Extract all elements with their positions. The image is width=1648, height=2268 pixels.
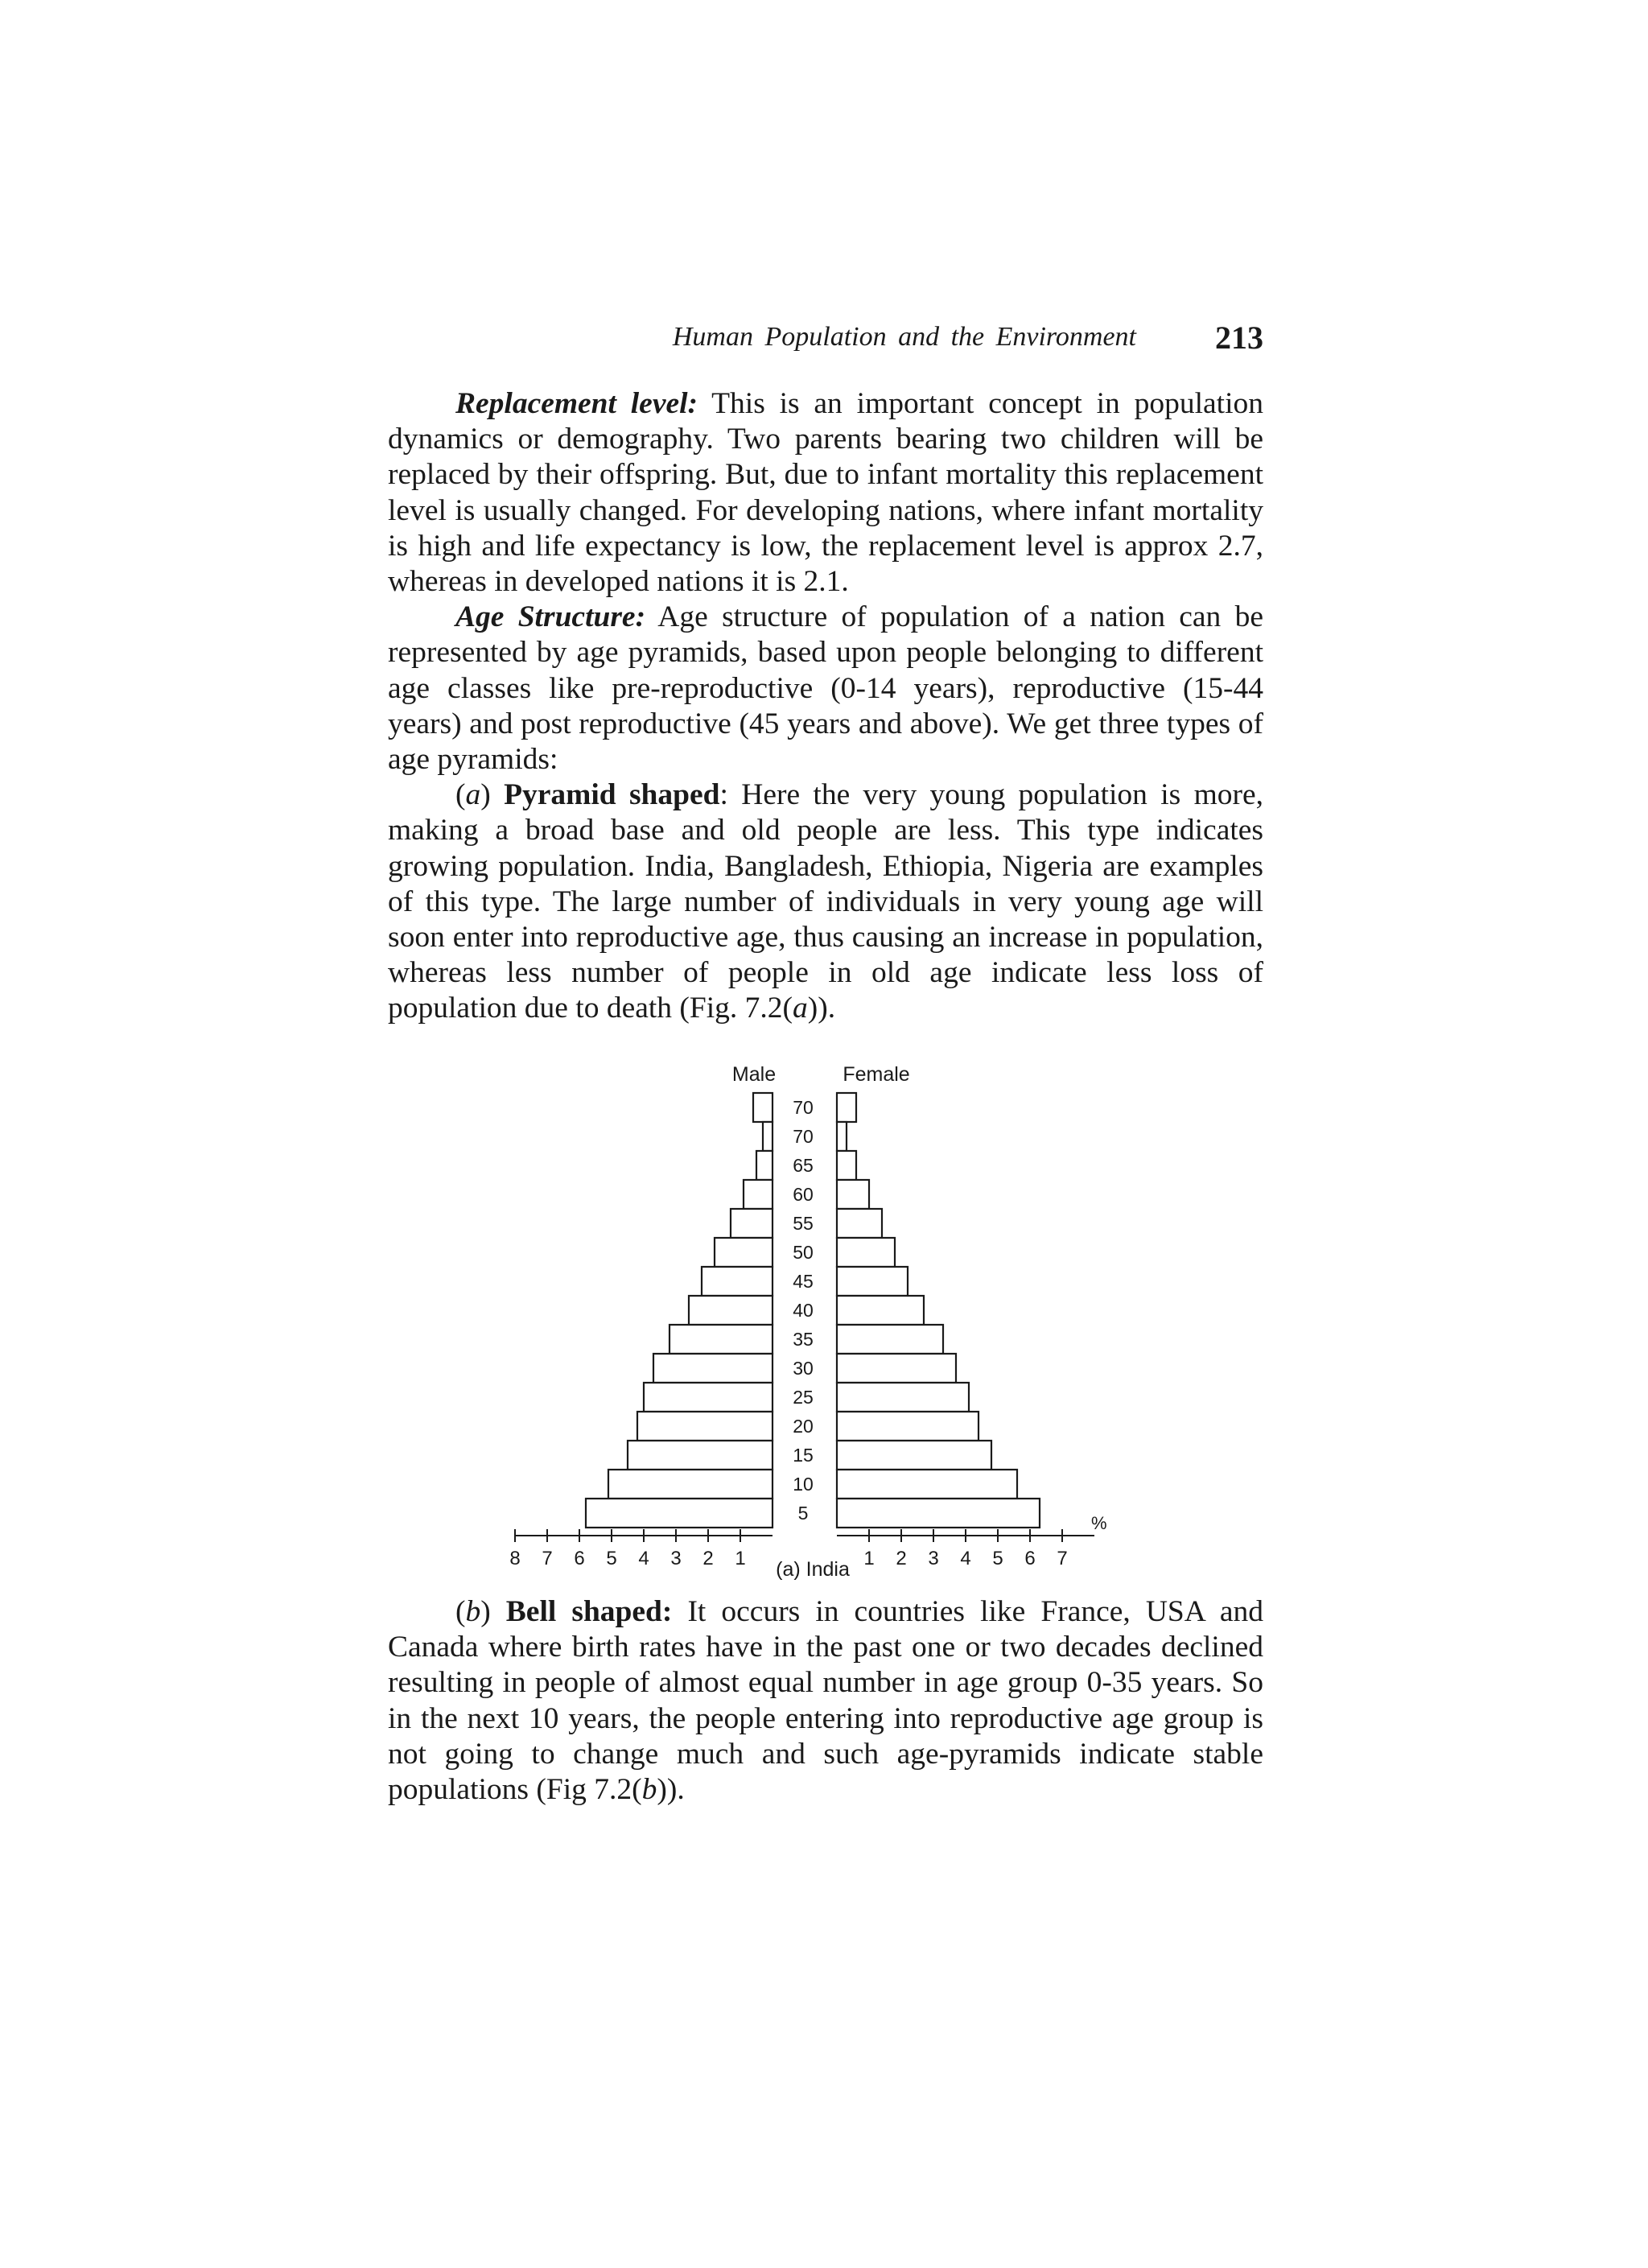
female-tick-label: 7 [1057,1548,1068,1569]
age-label: 20 [793,1416,814,1437]
page-number: 213 [1215,320,1263,356]
age-label: 30 [793,1358,814,1379]
male-tick-label: 4 [638,1548,649,1569]
page-header [388,319,1263,362]
male-bar [756,1151,772,1180]
female-bar [837,1180,869,1209]
age-label: 35 [793,1329,814,1350]
female-bar [837,1296,924,1325]
item-letter-a: a [465,778,481,812]
male-bar [586,1499,772,1528]
female-bar [837,1441,991,1470]
female-bar [837,1209,882,1238]
female-bar [837,1354,956,1383]
paragraph-bell-shaped [388,1594,1263,1808]
paren-open: ( [455,1595,466,1628]
fig-letter-a: a [793,992,808,1025]
age-label: 60 [793,1184,814,1205]
female-bar [837,1383,969,1412]
age-label: 55 [793,1213,814,1234]
male-bar [763,1122,772,1151]
term-bell-shaped: Bell shaped: [505,1595,673,1628]
male-tick-label: 7 [542,1548,553,1569]
female-bar [837,1499,1040,1528]
term-age-structure: Age Structure: [455,600,646,634]
female-tick-label: 4 [960,1548,971,1569]
unit-label: % [1091,1513,1107,1533]
running-title: Human Population and the Environment [672,322,1136,352]
female-bar [837,1325,943,1354]
female-tick-label: 2 [896,1548,907,1569]
paragraph-replacement-level [388,386,1263,600]
male-bar [670,1325,772,1354]
male-tick-label: 5 [606,1548,617,1569]
female-tick-label: 6 [1024,1548,1036,1569]
term-replacement-level: Replacement level: [455,387,698,420]
fig-letter-b: b [641,1773,657,1807]
male-tick-label: 6 [574,1548,585,1569]
male-bar [644,1383,772,1412]
male-tick-label: 8 [509,1548,521,1569]
age-structure-text: Age structure of population of a nation can be represented by age pyramids, based upon people belonging to different age classes like pre-reproductive (0-14 years), reproductive (15-44 years) and post reproductive (45 years and above). We get three types of age pyramids: [388,600,1263,777]
age-label: 5 [797,1503,809,1524]
age-label: 40 [793,1300,814,1321]
age-label: 70 [793,1097,814,1118]
replacement-text: This is an important concept in population dynamics or demography. Two parents bearing two children will be replaced by their offspring. But, due to infant mortality this replacement level is usually changed. For developing nations, where infant mortality is high and life expectancy is low, the replacement level is approx 2.7, whereas in developed nations it is 2.1. [388,387,1263,599]
female-label: Female [843,1063,910,1086]
chart-caption: (a) India [776,1558,850,1581]
age-label: 10 [793,1474,814,1495]
age-label: 70 [793,1126,814,1147]
age-label: 50 [793,1242,814,1263]
male-bar [653,1354,772,1383]
paren-open: ( [455,778,466,812]
male-bar [689,1296,772,1325]
age-label: 45 [793,1271,814,1292]
bell-shaped-text: It occurs in countries like France, USA and Canada where birth rates have in the past one or two decades declined resulting in people of almost equal number in age group 0-35 years. So in the next 10 years, the people entering into reproductive age group is not going to change much and such age-pyramids indicate stable populations (Fig 7.2( [388,1595,1263,1807]
male-bar [744,1180,772,1209]
item-letter-b: b [465,1595,481,1628]
female-bar [837,1093,856,1122]
male-label: Male [731,1063,777,1086]
male-bar [702,1267,772,1296]
female-bar [837,1267,908,1296]
male-bar [715,1238,772,1267]
female-bar [837,1151,856,1180]
term-pyramid-shaped: Pyramid shaped [504,778,720,812]
text-block-top [388,386,1263,1027]
pyramid-shaped-text: : Here the very young population is more, making a broad base and old people are less. This type indicates growing population. India, Bangladesh, Ethiopia, Nigeria are examples of this type. The large number of individuals in very young age will soon enter into reproductive age, thus causing an increase in population, whereas less number of people in old age indicate less loss of population due to death (Fig. 7.2( [388,778,1263,1025]
fig-ref-close: )). [807,992,836,1025]
female-bar [837,1238,895,1267]
male-tick-label: 3 [670,1548,682,1569]
male-bar [731,1209,772,1238]
male-tick-label: 2 [702,1548,714,1569]
text-block-bottom [388,1594,1263,1808]
male-bar [637,1412,772,1441]
paren-close: ) [480,1595,506,1628]
female-bar [837,1412,978,1441]
female-bar [837,1122,847,1151]
age-pyramid-chart [509,1061,1127,1592]
age-label: 65 [793,1155,814,1176]
male-tick-label: 1 [735,1548,746,1569]
paren-close: ) [480,778,505,812]
female-tick-label: 1 [863,1548,875,1569]
male-bar [753,1093,772,1122]
age-label: 25 [793,1387,814,1408]
female-tick-label: 5 [992,1548,1003,1569]
paragraph-age-structure [388,600,1263,777]
fig-ref-close: )). [657,1773,685,1807]
age-label: 15 [793,1445,814,1466]
paragraph-pyramid-shaped [388,777,1263,1026]
male-bar [628,1441,772,1470]
female-bar [837,1470,1017,1499]
female-tick-label: 3 [928,1548,939,1569]
male-bar [608,1470,772,1499]
